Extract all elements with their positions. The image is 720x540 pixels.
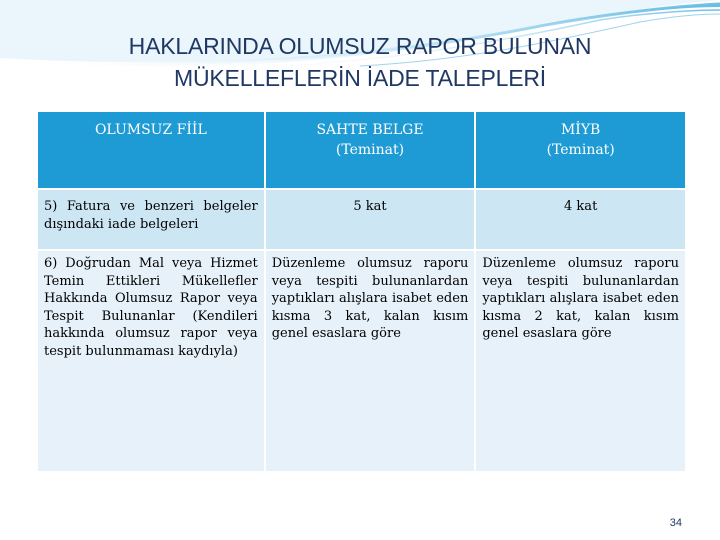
header-sublabel: (Teminat): [546, 142, 615, 158]
header-sahte-belge: [266, 112, 475, 188]
table-cell: 5 kat: [266, 190, 475, 249]
header-label: MİYB: [560, 122, 601, 138]
table-cell: Düzenleme olumsuz raporu veya tespiti bulunanlardan yaptıkları alışlara isabet eden kısma 2 kat, kalan kısım genel esaslara göre: [476, 251, 685, 471]
table-row: [38, 251, 685, 471]
table-cell: 6) Doğrudan Mal veya Hizmet Temin Ettikleri Mükellefler Hakkında Olumsuz Rapor veya Tespit Bulunanlar (Kendileri hakkında olumsuz rapor veya tespit bulunmaması kaydıyla): [38, 251, 264, 471]
table-cell: 5) Fatura ve benzeri belgeler dışındaki iade belgeleri: [38, 190, 264, 249]
header-olumsuz-fiil: [38, 112, 264, 188]
title-line-1: HAKLARINDA OLUMSUZ RAPOR BULUNAN: [128, 33, 592, 59]
page-number: 34: [669, 517, 682, 529]
header-label: OLUMSUZ FİİL: [94, 122, 207, 138]
title-line-2: MÜKELLEFLERİN İADE TALEPLERİ: [174, 65, 546, 91]
table-header-row: [38, 112, 685, 188]
header-label: SAHTE BELGE: [316, 122, 424, 138]
table-row: [38, 190, 685, 249]
table-cell: 4 kat: [476, 190, 685, 249]
header-miyb: [476, 112, 685, 188]
table-cell: Düzenleme olumsuz raporu veya tespiti bulunanlardan yaptıkları alışlara isabet eden kısma 3 kat, kalan kısım genel esaslara göre: [266, 251, 475, 471]
refund-table: [36, 110, 687, 473]
header-sublabel: (Teminat): [335, 142, 405, 158]
page-title: [0, 30, 720, 94]
